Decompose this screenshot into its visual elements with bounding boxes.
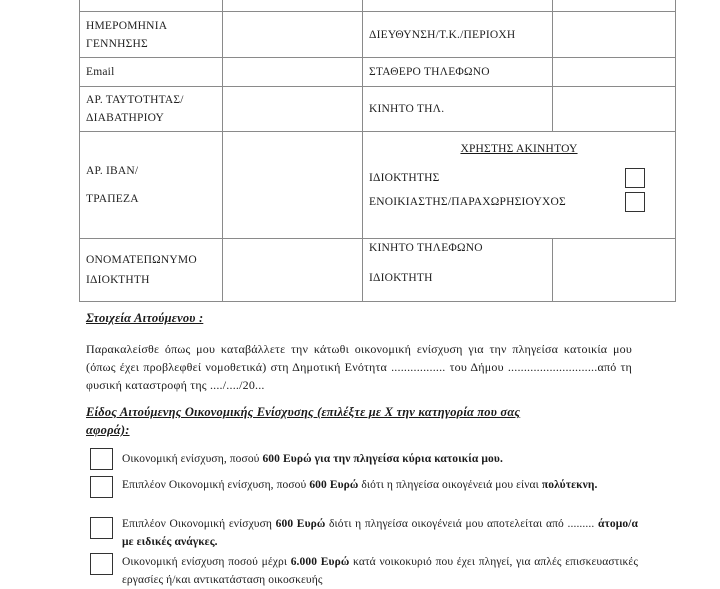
input-cell[interactable] bbox=[223, 0, 363, 12]
support-option-3 bbox=[90, 515, 638, 551]
support-option-2 bbox=[90, 476, 638, 498]
owner-label: ΙΔΙΟΚΤΗΤΗΣ bbox=[369, 172, 440, 185]
label-line: ΔΙΑΒΑΤΗΡΙΟΥ bbox=[86, 112, 165, 125]
option-text-bold: 600 Ευρώ bbox=[275, 518, 326, 530]
owner-name-field[interactable] bbox=[223, 238, 363, 301]
owner-checkbox[interactable] bbox=[625, 168, 645, 188]
email-label: Email bbox=[80, 58, 223, 87]
table-row bbox=[80, 238, 676, 301]
label-line: ΗΜΕΡΟΜΗΝΙΑ bbox=[86, 19, 168, 32]
option-text-normal: Επιπλέον Οικονομική ενίσχυση, ποσού bbox=[122, 479, 310, 491]
option-text-bold: 6.000 Ευρώ bbox=[290, 556, 350, 568]
id-number-label bbox=[80, 87, 223, 132]
iban-field[interactable] bbox=[223, 132, 363, 239]
label-line: ΚΙΝΗΤΟ ΤΗΛΕΦΩΝΟ bbox=[369, 241, 483, 254]
label-line: ΤΡΑΠΕΖΑ bbox=[86, 193, 139, 206]
applicant-section-title: Στοιχεία Αιτούμενου : bbox=[86, 311, 204, 325]
option-text bbox=[122, 476, 638, 494]
birth-date-field[interactable] bbox=[223, 12, 363, 58]
mobile-label: ΚΙΝΗΤΟ ΤΗΛ. bbox=[363, 87, 553, 132]
input-cell[interactable] bbox=[553, 0, 676, 12]
option-checkbox[interactable] bbox=[90, 553, 113, 575]
option-text-bold: 600 Ευρώ bbox=[309, 479, 359, 491]
option-text bbox=[122, 450, 638, 468]
property-user-heading: ΧΡΗΣΤΗΣ ΑΚΙΝΗΤΟΥ bbox=[460, 143, 578, 156]
table-row bbox=[80, 0, 676, 12]
table-row bbox=[80, 87, 676, 132]
label-line: ΑΡ. ΙΒΑΝ/ bbox=[86, 165, 139, 178]
option-checkbox[interactable] bbox=[90, 476, 113, 498]
property-user-cell bbox=[363, 132, 676, 239]
birth-date-label bbox=[80, 12, 223, 58]
table-row bbox=[80, 58, 676, 87]
cell-label bbox=[80, 0, 223, 12]
option-text-bold: άτομο/α με ειδικές ανάγκες. bbox=[122, 518, 638, 548]
option-text-normal: Οικονομική ενίσχυση, ποσού bbox=[122, 453, 263, 465]
option-text bbox=[122, 515, 638, 551]
id-number-field[interactable] bbox=[223, 87, 363, 132]
support-option-4 bbox=[90, 553, 638, 589]
iban-label bbox=[80, 132, 223, 239]
option-text-normal: διότι η πληγείσα οικογένειά μου αποτελείται από ......... bbox=[325, 518, 598, 530]
address-field[interactable] bbox=[553, 12, 676, 58]
table-row bbox=[80, 132, 676, 239]
title-line: Είδος Αιτούμενης Οικονομικής Ενίσχυσης (επιλέξτε με Χ την κατηγορία που σας bbox=[86, 405, 521, 419]
option-checkbox[interactable] bbox=[90, 517, 113, 539]
option-text-bold: 600 Ευρώ για την πληγείσα κύρια κατοικία μου. bbox=[262, 453, 503, 465]
option-text bbox=[122, 553, 638, 589]
option-text-bold: πολύτεκνη. bbox=[541, 479, 598, 491]
owner-name-label bbox=[80, 238, 223, 301]
owner-mobile-field[interactable] bbox=[553, 238, 676, 301]
mobile-field[interactable] bbox=[553, 87, 676, 132]
support-option-1 bbox=[90, 448, 638, 470]
label-line: ΟΝΟΜΑΤΕΠΩΝΥΜΟ bbox=[86, 253, 197, 266]
support-section-title bbox=[86, 403, 632, 439]
option-checkbox[interactable] bbox=[90, 448, 113, 470]
landline-field[interactable] bbox=[553, 58, 676, 87]
landline-label: ΣΤΑΘΕΡΟ ΤΗΛΕΦΩΝΟ bbox=[363, 58, 553, 87]
label-line: ΓΕΝΝΗΣΗΣ bbox=[86, 37, 148, 50]
option-text-normal: διότι η πληγείσα οικογένειά μου είναι bbox=[358, 479, 542, 491]
label-line: ΙΔΙΟΚΤΗΤΗ bbox=[86, 273, 150, 286]
applicant-paragraph: Παρακαλείσθε όπως μου καταβάλλετε την κάτωθι οικονομική ενίσχυση για την πληγείσα κατοικία μου (όπως έχει προβλεφθεί νομοθετικά) στη Δημοτική Ενότητα ................. του Δήμου ............................από τη φυσική καταστροφή της ..../..../20... bbox=[86, 342, 632, 392]
tenant-checkbox[interactable] bbox=[625, 192, 645, 212]
tenant-option bbox=[369, 190, 669, 214]
cell-label bbox=[363, 0, 553, 12]
tenant-label: ΕΝΟΙΚΙΑΣΤΗΣ/ΠΑΡΑΧΩΡΗΣΙΟΥΧΟΣ bbox=[369, 196, 566, 209]
address-label: ΔΙΕΥΘΥΝΣΗ/Τ.Κ./ΠΕΡΙΟΧΗ bbox=[363, 12, 553, 58]
label-line: ΑΡ. ΤΑΥΤΟΤΗΤΑΣ/ bbox=[86, 94, 184, 107]
label-line: ΙΔΙΟΚΤΗΤΗ bbox=[369, 271, 433, 284]
owner-mobile-label bbox=[363, 238, 553, 301]
personal-details-table bbox=[79, 0, 676, 302]
option-text-normal: Οικονομική ενίσχυση ποσού μέχρι bbox=[122, 556, 291, 568]
email-field[interactable] bbox=[223, 58, 363, 87]
owner-option bbox=[369, 166, 669, 190]
title-line: αφορά): bbox=[86, 423, 130, 437]
option-text-normal: κατά νοικοκυριό που έχει πληγεί, για απλές επισκευαστικές εργασίες ή/και αντικατάσταση οικοσκευής bbox=[122, 556, 639, 586]
table-row bbox=[80, 12, 676, 58]
option-text-normal: Επιπλέον Οικονομική ενίσχυση bbox=[122, 518, 276, 530]
